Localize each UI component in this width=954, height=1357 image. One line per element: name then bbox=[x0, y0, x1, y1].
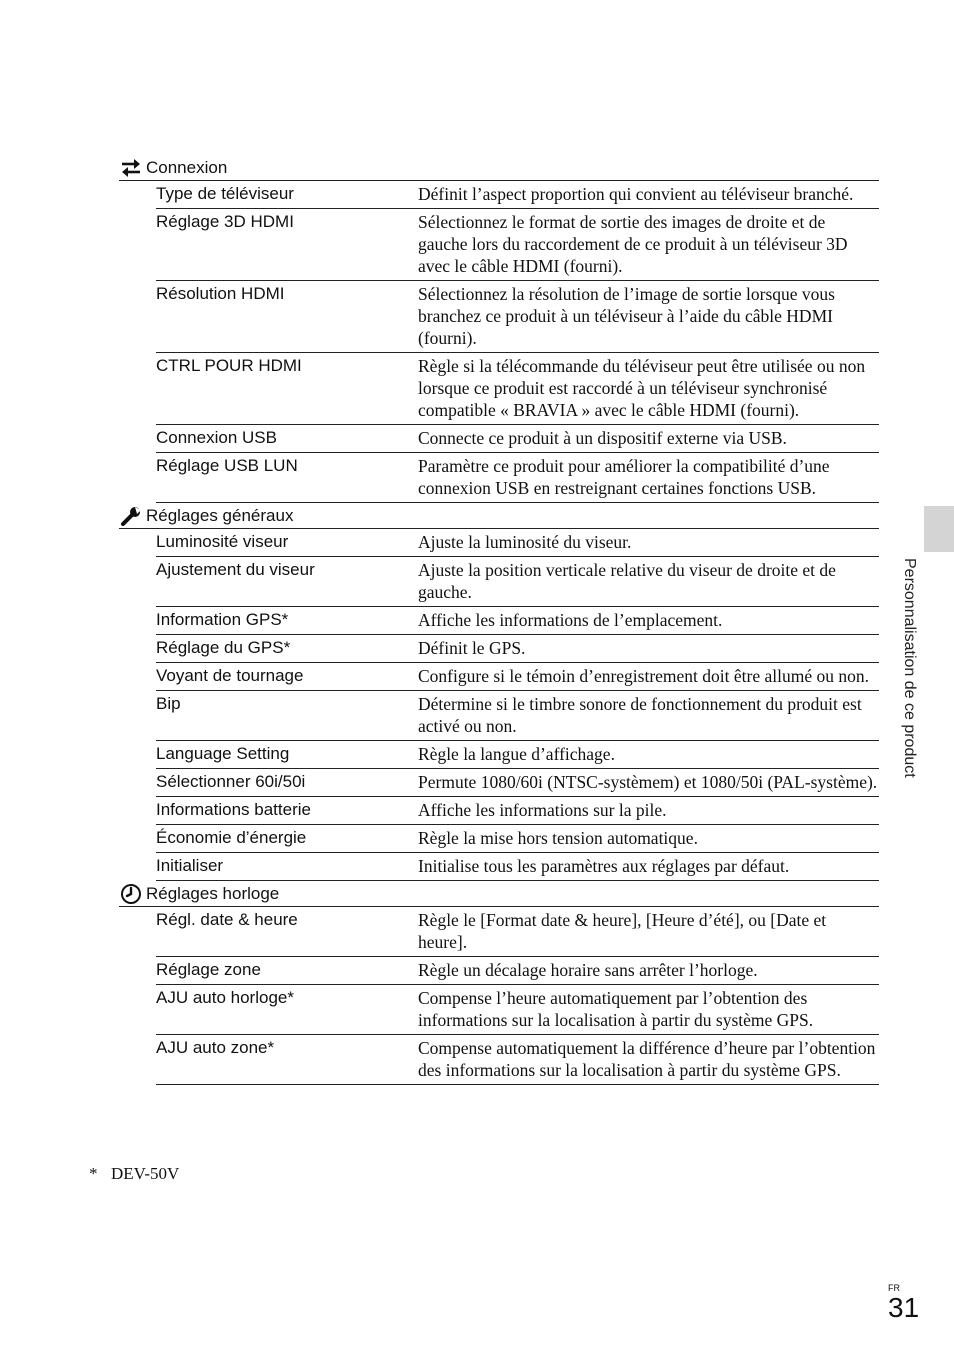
setting-name: Réglage USB LUN bbox=[156, 456, 298, 475]
setting-description: Affiche les informations de l’emplacement. bbox=[418, 610, 723, 630]
setting-description: Règle si la télécommande du téléviseur peut être utilisée ou non lorsque ce produit est raccordé à un téléviseur synchronisé compatible « BRAVIA » avec le câble HDMI (fourni). bbox=[418, 356, 866, 420]
table-row bbox=[156, 769, 879, 797]
section-header bbox=[119, 155, 879, 181]
section-header bbox=[119, 881, 879, 907]
footnote-marker: * bbox=[89, 1164, 98, 1183]
table-row bbox=[156, 529, 879, 557]
table-row bbox=[156, 797, 879, 825]
section-header bbox=[119, 503, 879, 529]
table-row bbox=[156, 353, 879, 425]
setting-description: Compense l’heure automatiquement par l’obtention des informations sur la localisation à partir du système GPS. bbox=[418, 988, 814, 1030]
setting-name: Connexion USB bbox=[156, 428, 277, 447]
table-row bbox=[156, 181, 879, 209]
section-title: Réglages généraux bbox=[146, 505, 294, 525]
table-row bbox=[156, 1035, 879, 1085]
table-row bbox=[156, 907, 879, 957]
setting-name: Bip bbox=[156, 694, 181, 713]
setting-description: Détermine si le timbre sonore de fonctionnement du produit est activé ou non. bbox=[418, 694, 862, 736]
setting-name: AJU auto zone* bbox=[156, 1038, 275, 1057]
table-row bbox=[156, 425, 879, 453]
footnote-text: DEV-50V bbox=[111, 1164, 180, 1183]
setting-name: CTRL POUR HDMI bbox=[156, 356, 302, 375]
table-row bbox=[156, 663, 879, 691]
section-connexion bbox=[119, 155, 879, 503]
setting-description: Règle la mise hors tension automatique. bbox=[418, 828, 698, 848]
setting-description: Affiche les informations sur la pile. bbox=[418, 800, 667, 820]
table-row bbox=[156, 825, 879, 853]
table-row bbox=[156, 741, 879, 769]
section-reglages-generaux bbox=[119, 503, 879, 881]
table-row bbox=[156, 635, 879, 663]
setting-name: Voyant de tournage bbox=[156, 666, 304, 685]
setting-description: Règle le [Format date & heure], [Heure d’été], ou [Date et heure]. bbox=[418, 910, 827, 952]
table-row bbox=[156, 453, 879, 503]
setting-name: Information GPS* bbox=[156, 610, 289, 629]
setting-name: Régl. date & heure bbox=[156, 910, 298, 929]
setting-description: Paramètre ce produit pour améliorer la compatibilité d’une connexion USB en restreignant certaines fonctions USB. bbox=[418, 456, 830, 498]
page-number bbox=[888, 1283, 919, 1323]
page-number-value: 31 bbox=[888, 1292, 920, 1323]
setting-name: Économie d’énergie bbox=[156, 828, 307, 847]
setting-name: Language Setting bbox=[156, 744, 290, 763]
footnote bbox=[89, 1164, 179, 1184]
setting-description: Règle un décalage horaire sans arrêter l’horloge. bbox=[418, 960, 758, 980]
setting-description: Configure si le témoin d’enregistrement doit être allumé ou non. bbox=[418, 666, 869, 686]
settings-table bbox=[119, 155, 879, 1085]
table-row bbox=[156, 853, 879, 881]
wrench-icon bbox=[119, 505, 143, 527]
setting-name: Ajustement du viseur bbox=[156, 560, 315, 579]
clock-icon bbox=[119, 883, 143, 905]
setting-description: Sélectionnez la résolution de l’image de sortie lorsque vous branchez ce produit à un téléviseur à l’aide du câble HDMI (fourni). bbox=[418, 284, 835, 348]
setting-name: Réglage du GPS* bbox=[156, 638, 291, 657]
table-row bbox=[156, 209, 879, 281]
table-row bbox=[156, 557, 879, 607]
setting-description: Définit le GPS. bbox=[418, 638, 526, 658]
setting-name: Initialiser bbox=[156, 856, 224, 875]
chapter-label-text: Personnalisation de ce product bbox=[901, 558, 918, 778]
chapter-label bbox=[900, 558, 940, 858]
setting-description: Connecte ce produit à un dispositif externe via USB. bbox=[418, 428, 787, 448]
setting-description: Définit l’aspect proportion qui convient au téléviseur branché. bbox=[418, 184, 854, 204]
table-row bbox=[156, 985, 879, 1035]
setting-name: Sélectionner 60i/50i bbox=[156, 772, 306, 791]
setting-name: Informations batterie bbox=[156, 800, 311, 819]
section-reglages-horloge bbox=[119, 881, 879, 1085]
section-title: Connexion bbox=[146, 157, 228, 177]
setting-name: Réglage zone bbox=[156, 960, 261, 979]
setting-description: Ajuste la position verticale relative du viseur de droite et de gauche. bbox=[418, 560, 836, 602]
setting-description: Règle la langue d’affichage. bbox=[418, 744, 615, 764]
section-title: Réglages horloge bbox=[146, 883, 280, 903]
setting-name: Luminosité viseur bbox=[156, 532, 289, 551]
setting-name: Réglage 3D HDMI bbox=[156, 212, 294, 231]
table-row bbox=[156, 957, 879, 985]
table-row bbox=[156, 607, 879, 635]
setting-description: Initialise tous les paramètres aux réglages par défaut. bbox=[418, 856, 790, 876]
setting-name: Type de téléviseur bbox=[156, 184, 294, 203]
chapter-tab bbox=[924, 506, 954, 552]
setting-description: Ajuste la luminosité du viseur. bbox=[418, 532, 632, 552]
table-row bbox=[156, 691, 879, 741]
setting-name: Résolution HDMI bbox=[156, 284, 285, 303]
page-language: FR bbox=[888, 1283, 900, 1293]
connection-arrows-icon bbox=[119, 157, 143, 179]
setting-description: Compense automatiquement la différence d’heure par l’obtention des informations sur la localisation à partir du système GPS. bbox=[418, 1038, 876, 1080]
setting-name: AJU auto horloge* bbox=[156, 988, 294, 1007]
setting-description: Sélectionnez le format de sortie des images de droite et de gauche lors du raccordement de ce produit à un téléviseur 3D avec le câble HDMI (fourni). bbox=[418, 212, 848, 276]
table-row bbox=[156, 281, 879, 353]
setting-description: Permute 1080/60i (NTSC-systèmem) et 1080/50i (PAL-système). bbox=[418, 772, 878, 792]
